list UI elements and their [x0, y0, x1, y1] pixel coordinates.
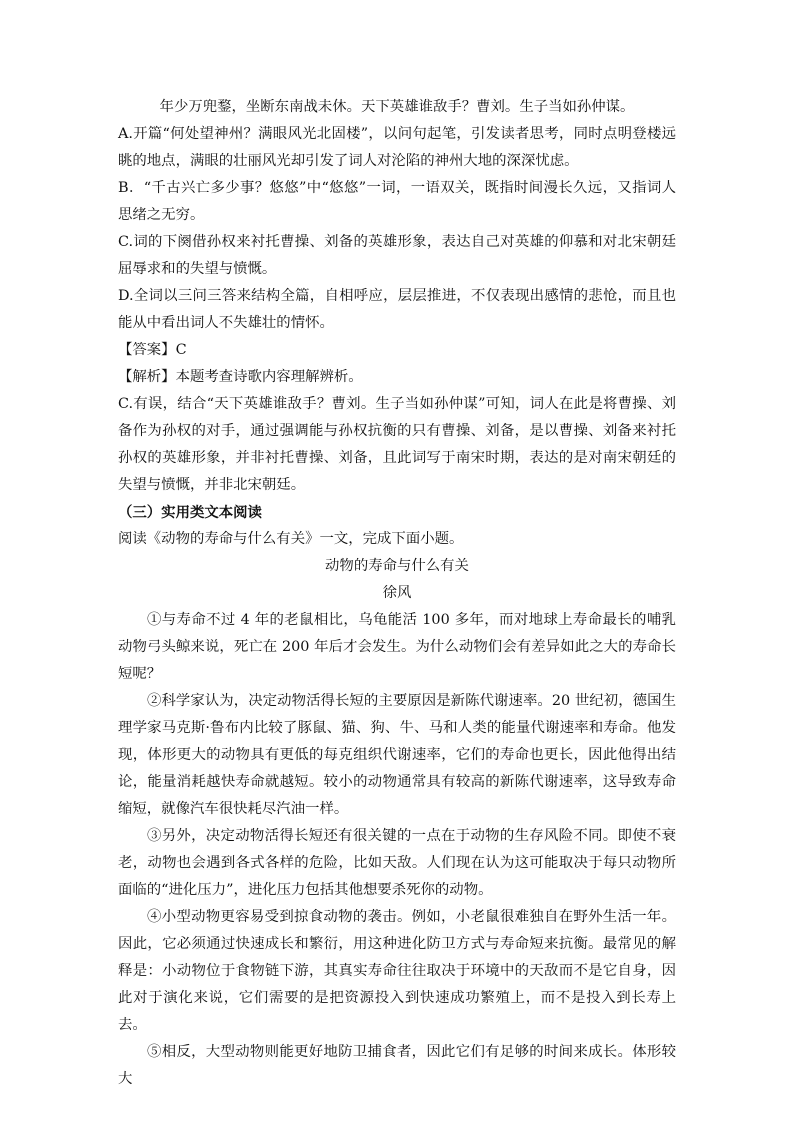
option-d: D.全词以三问三答来结构全篇，自相呼应，层层推进，不仅表现出感情的悲怆，而且也能从中看出词人不失雄壮的情怀。 — [118, 288, 676, 331]
option-c: C.词的下阕借孙权来衬托曹操、刘备的英雄形象，表达自己对英雄的仰慕和对北宋朝廷屈辱求和的失望与愤慨。 — [118, 234, 676, 277]
article-paragraph-2: ②科学家认为，决定动物活得长短的主要原因是新陈代谢速率。20 世纪初，德国生理学家马克斯·鲁布内比较了豚鼠、猫、狗、牛、马和人类的能量代谢速率和寿命。他发现，体形更大的动物具有更低的每克组织代谢速率，它们的寿命也更长，因此他得出结论，能量消耗越快寿命就越短。较小的动物通常具有较高的新陈代谢速率，这导致寿命缩短，就像汽车很快耗尽汽油一样。 — [118, 693, 676, 817]
poem-line: 年少万兜鍪，坐断东南战未休。天下英雄谁敌手？曹刘。生子当如孙仲谋。 — [159, 99, 635, 115]
article-paragraph-1: ①与寿命不过 4 年的老鼠相比，乌龟能活 100 多年，而对地球上寿命最长的哺乳动物弓头鲸来说，死亡在 200 年后才会发生。为什么动物们会有差异如此之大的寿命长短呢？ — [118, 612, 676, 682]
article-title: 动物的寿命与什么有关 — [325, 558, 469, 574]
option-a: A.开篇“何处望神州？满眼风光北固楼”，以问句起笔，引发读者思考，同时点明登楼远眺的地点，满眼的壮丽风光却引发了词人对沦陷的神州大地的深深忧虑。 — [118, 126, 676, 169]
article-paragraph-5: ⑤相反，大型动物则能更好地防卫捕食者，因此它们有足够的时间来成长。体形较大 — [118, 1044, 676, 1087]
analysis-body: C.有误，结合“天下英雄谁敌手？曹刘。生子当如孙仲谋”可知，词人在此是将曹操、刘备作为孙权的对手，通过强调能与孙权抗衡的只有曹操、刘备，是以曹操、刘备来衬托孙权的英雄形象，并非衬托曹操、刘备，且此词写于南宋时期，表达的是对南宋朝廷的失望与愤慨，并非北宋朝廷。 — [118, 396, 676, 493]
article-paragraph-4: ④小型动物更容易受到掠食动物的袭击。例如，小老鼠很难独自在野外生活一年。因此，它必须通过快速成长和繁衍，用这种进化防卫方式与寿命短来抗衡。最常见的解释是：小动物位于食物链下游，其真实寿命往往取决于环境中的天敌而不是它自身，因此对于演化来说，它们需要的是把资源投入到快速成功繁殖上，而不是投入到长寿上去。 — [118, 909, 676, 1033]
option-b: B．“千古兴亡多少事？悠悠”中“悠悠”一词，一语双关，既指时间漫长久远，又指词人思绪之无穷。 — [118, 180, 676, 223]
document-content — [118, 94, 676, 1093]
answer-line: 【答案】C — [118, 342, 187, 358]
reading-instruction: 阅读《动物的寿命与什么有关》一文，完成下面小题。 — [118, 531, 464, 547]
article-paragraph-3: ③另外，决定动物活得长短还有很关键的一点在于动物的生存风险不同。即使不衰老，动物也会遇到各式各样的危险，比如天敌。人们现在认为这可能取决于每只动物所面临的“进化压力”，进化压力包括其他想要杀死你的动物。 — [118, 828, 676, 898]
section-heading: （三）实用类文本阅读 — [118, 504, 262, 521]
analysis-title: 【解析】本题考查诗歌内容理解辨析。 — [118, 369, 363, 385]
article-author: 徐风 — [382, 585, 412, 601]
